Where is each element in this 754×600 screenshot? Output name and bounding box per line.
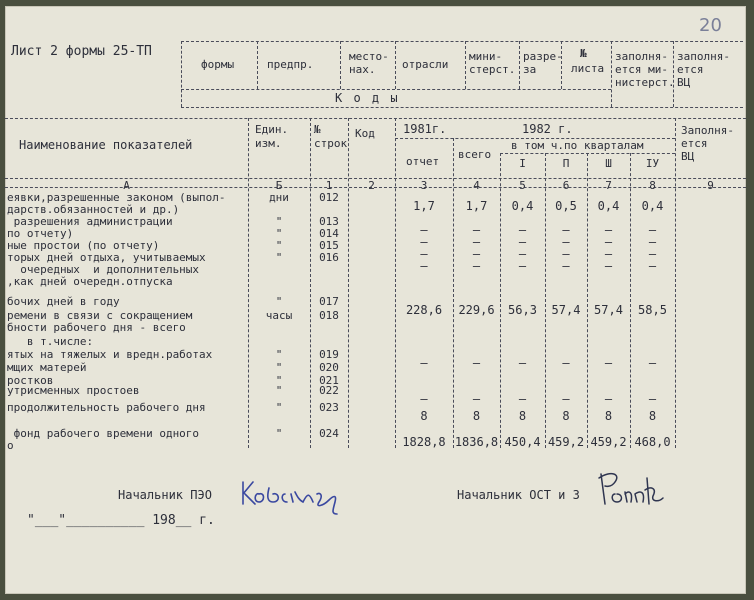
- row-value: 1836,8: [454, 435, 499, 449]
- header-total: всего: [458, 148, 492, 161]
- header-row-number: № строк: [314, 123, 348, 150]
- row-value: –: [604, 235, 613, 249]
- form-sheet: [5, 6, 746, 594]
- code-label-ministry: мини- стерст.: [469, 50, 516, 76]
- row-indicator-name: в т.числе:: [7, 335, 94, 348]
- row-value: –: [472, 356, 481, 370]
- row-value: 1828,8: [402, 435, 446, 449]
- row-number: 016: [319, 251, 339, 264]
- col-letter: 7: [605, 179, 612, 192]
- code-label-form: формы: [201, 58, 235, 71]
- col-letter: 4: [473, 179, 480, 192]
- sheet-label: Лист 2 формы 25-ТП: [11, 44, 152, 59]
- row-unit: ": [275, 215, 283, 228]
- col-letter: А: [123, 179, 130, 192]
- row-value: 229,6: [458, 303, 495, 317]
- codes-mid-line: [181, 89, 611, 90]
- row-indicator-name: дарств.обязанностей и др.): [7, 203, 180, 216]
- row-indicator-name: ростков: [7, 374, 54, 387]
- code-label-sheet-mark: №: [580, 47, 587, 60]
- date-line: "___"__________ 198__ г.: [27, 513, 215, 528]
- code-label-location: место- нах.: [349, 50, 389, 76]
- code-label-enterprise: предпр.: [267, 58, 314, 71]
- row-unit: ": [275, 227, 283, 240]
- row-value: 8: [562, 409, 570, 423]
- head-peo-label: Начальник ПЭО: [118, 488, 212, 502]
- row-value: 58,5: [638, 303, 667, 317]
- header-indicator: Наименование показателей: [19, 138, 193, 152]
- row-number: 014: [319, 227, 339, 240]
- header-q2: П: [562, 157, 570, 170]
- row-number: 013: [319, 215, 339, 228]
- row-indicator-name: торых дней отдыха, учитываемых: [7, 251, 206, 264]
- row-value: –: [604, 392, 613, 406]
- row-value: 0,4: [641, 199, 664, 213]
- row-unit: ": [275, 239, 283, 252]
- header-filled-by-vc: Заполня- ется ВЦ: [681, 124, 734, 163]
- row-value: 57,4: [594, 303, 623, 317]
- row-value: 1,7: [465, 199, 488, 213]
- header-year-1982: 1982 г.: [522, 122, 573, 136]
- row-value: 8: [604, 409, 613, 423]
- row-value: –: [562, 223, 570, 237]
- row-value: 459,2: [590, 435, 627, 449]
- row-indicator-name: ремени в связи с сокращением: [7, 309, 193, 322]
- row-value: –: [648, 247, 657, 261]
- code-label-branch: отрасли: [402, 58, 449, 71]
- row-value: 0,4: [597, 199, 620, 213]
- row-indicator-name: утрисменных простоев: [7, 384, 140, 397]
- row-value: –: [604, 356, 613, 370]
- page-number: 20: [699, 15, 722, 36]
- header-q1: I: [519, 157, 526, 170]
- row-value: 228,6: [405, 303, 443, 317]
- row-unit: ": [275, 401, 283, 414]
- row-number: 021: [319, 374, 339, 387]
- row-indicator-name: еявки,разрешенные законом (выпол-: [7, 191, 226, 204]
- codes-caption: К о д ы: [335, 91, 400, 105]
- row-indicator-name: мщих матерей: [7, 361, 87, 374]
- header-code: Код: [355, 127, 375, 140]
- col-letter: 1: [325, 179, 333, 192]
- row-value: –: [420, 235, 428, 249]
- code-label-ministry-fill: заполня- ется ми- нистерст.: [615, 50, 675, 89]
- row-value: –: [472, 259, 481, 273]
- row-unit: ": [275, 361, 283, 374]
- row-value: –: [518, 247, 527, 261]
- row-value: –: [562, 392, 570, 406]
- row-indicator-name: бочих дней в году: [7, 295, 120, 308]
- row-value: –: [562, 356, 570, 370]
- signature-ost: [591, 464, 671, 516]
- row-value: –: [518, 223, 527, 237]
- row-value: –: [648, 223, 657, 237]
- row-value: 0,4: [511, 199, 534, 213]
- row-value: –: [648, 392, 657, 406]
- row-number: 015: [319, 239, 339, 252]
- row-unit: часы: [265, 309, 293, 322]
- row-value: 8: [518, 409, 527, 423]
- row-value: 8: [472, 409, 481, 423]
- row-indicator-name: бности рабочего дня - всего: [7, 321, 186, 334]
- row-value: 8: [420, 409, 428, 423]
- row-value: 468,0: [634, 435, 671, 449]
- row-number: 020: [319, 361, 339, 374]
- row-indicator-name: о: [7, 439, 14, 452]
- row-value: –: [648, 259, 657, 273]
- row-value: 0,5: [555, 199, 577, 213]
- row-value: –: [604, 247, 613, 261]
- row-indicator-name: ные простои (по отчету): [7, 239, 160, 252]
- row-value: –: [648, 235, 657, 249]
- row-value: –: [472, 223, 481, 237]
- header-bottom-line: [5, 178, 746, 179]
- row-unit: ": [275, 295, 283, 308]
- row-value: 56,3: [508, 303, 537, 317]
- col-letter: 2: [368, 179, 375, 192]
- row-unit: ": [275, 384, 283, 397]
- row-number: 018: [319, 309, 339, 322]
- row-unit: дни: [269, 191, 289, 204]
- row-number: 024: [319, 427, 339, 440]
- row-value: –: [420, 223, 428, 237]
- row-value: –: [604, 223, 613, 237]
- row-value: –: [472, 235, 481, 249]
- row-value: –: [562, 247, 570, 261]
- col-letter: Б: [275, 179, 283, 192]
- row-value: –: [648, 356, 657, 370]
- row-value: –: [472, 247, 481, 261]
- row-unit: ": [275, 374, 283, 387]
- row-unit: ": [275, 427, 283, 440]
- codes-bottom-line: [181, 107, 743, 108]
- row-value: –: [562, 235, 570, 249]
- signature-peo: [237, 474, 362, 518]
- row-value: –: [420, 247, 428, 261]
- row-value: –: [518, 356, 527, 370]
- code-label-section: разре- за: [523, 50, 563, 76]
- row-unit: ": [275, 251, 283, 264]
- row-value: –: [472, 392, 481, 406]
- row-value: 459,2: [547, 435, 585, 449]
- header-q4: IУ: [645, 157, 660, 170]
- col-letter: 8: [649, 179, 656, 192]
- row-value: 450,4: [504, 435, 541, 449]
- row-value: –: [518, 235, 527, 249]
- row-value: –: [562, 259, 570, 273]
- row-number: 019: [319, 348, 339, 361]
- row-number: 017: [319, 295, 339, 308]
- row-value: –: [518, 392, 527, 406]
- header-report: отчет: [406, 155, 440, 168]
- col-letter: 6: [562, 179, 570, 192]
- col-letter: 5: [519, 179, 526, 192]
- header-year-1981: 1981г.: [403, 122, 447, 136]
- header-by-quarters: в том ч.по кварталам: [511, 139, 644, 152]
- header-q3: Ш: [605, 157, 612, 170]
- row-indicator-name: фонд рабочего времени одного: [7, 427, 200, 440]
- row-number: 012: [319, 191, 339, 204]
- row-indicator-name: очередных и дополнительных: [7, 263, 200, 276]
- row-indicator-name: по отчету): [7, 227, 74, 240]
- row-value: 8: [648, 409, 657, 423]
- row-indicator-name: ятых на тяжелых и вредн.работах: [7, 348, 213, 361]
- row-number: 022: [319, 384, 339, 397]
- row-value: 57,4: [551, 303, 581, 317]
- row-value: –: [420, 356, 428, 370]
- row-number: 023: [319, 401, 339, 414]
- row-indicator-name: продолжительность рабочего дня: [7, 401, 206, 414]
- col-letter: 3: [420, 179, 428, 192]
- code-label-sheet: листа: [571, 62, 605, 75]
- row-value: –: [604, 259, 613, 273]
- header-unit: Един. изм.: [255, 123, 289, 150]
- head-ost-label: Начальник ОСТ и З: [457, 488, 580, 502]
- code-label-vc-fill: заполня- ется ВЦ: [677, 50, 730, 89]
- table-top-line: [5, 118, 746, 119]
- row-value: –: [420, 259, 428, 273]
- row-indicator-name: разрешения администрации: [7, 215, 173, 228]
- row-unit: ": [275, 348, 283, 361]
- row-value: –: [518, 259, 527, 273]
- row-value: –: [420, 392, 428, 406]
- row-indicator-name: ,как дней очередн.отпуска: [7, 275, 173, 288]
- row-value: 1,7: [413, 199, 435, 213]
- col-letter: 9: [707, 179, 714, 192]
- codes-top-line: [181, 41, 743, 42]
